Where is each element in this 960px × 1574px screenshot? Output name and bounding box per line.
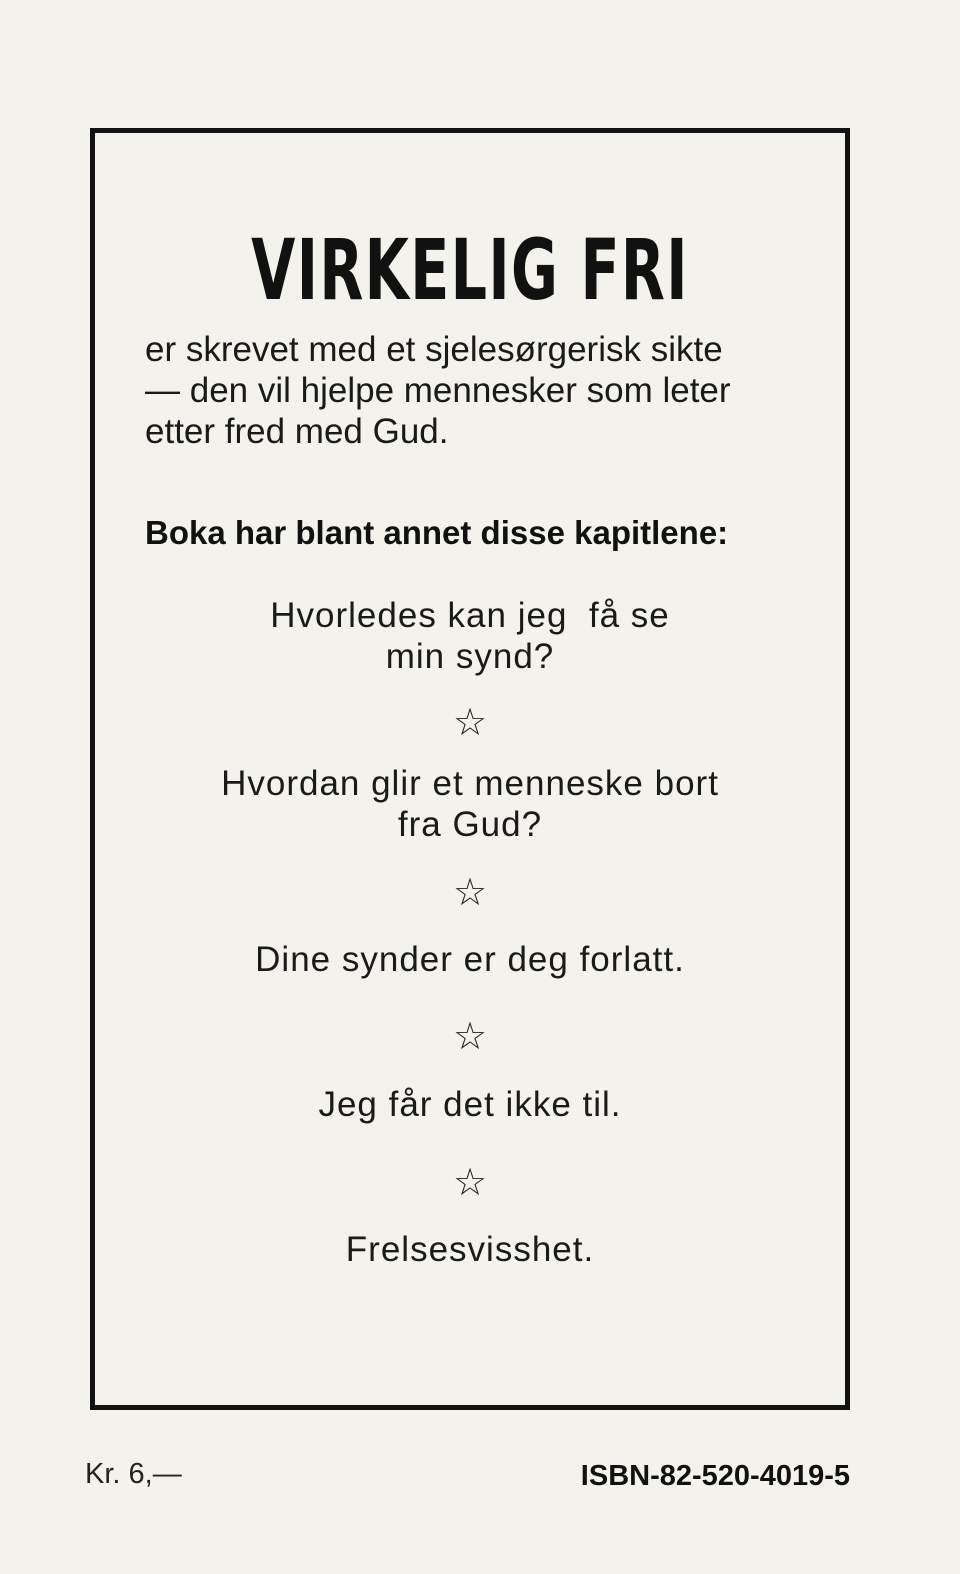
chapter-item bbox=[95, 595, 845, 677]
chapter-line: Dine synder er deg forlatt. bbox=[255, 940, 685, 979]
content-frame bbox=[90, 128, 850, 1410]
price-label: Kr. 6,— bbox=[85, 1458, 182, 1490]
star-outline-icon: ☆ bbox=[452, 870, 488, 914]
star-outline-icon: ☆ bbox=[452, 700, 488, 744]
star-outline-icon: ☆ bbox=[452, 1014, 488, 1058]
chapter-line: min synd? bbox=[385, 637, 555, 676]
chapter-item bbox=[95, 1084, 845, 1125]
chapter-line: Frelsesvisshet. bbox=[345, 1230, 595, 1269]
chapter-item bbox=[95, 763, 845, 845]
chapter-item bbox=[95, 1229, 845, 1270]
intro-line: — den vil hjelpe mennesker som leter bbox=[145, 371, 731, 410]
book-title: VIRKELIG FRI bbox=[251, 221, 689, 319]
chapter-line: Jeg får det ikke til. bbox=[318, 1085, 622, 1124]
chapter-line: Hvordan glir et menneske bort bbox=[221, 764, 719, 803]
chapter-item bbox=[95, 939, 845, 980]
intro-paragraph bbox=[145, 329, 825, 452]
chapter-line: fra Gud? bbox=[397, 805, 543, 844]
isbn-label: ISBN-82-520-4019-5 bbox=[580, 1460, 850, 1492]
intro-line: er skrevet med et sjelesørgerisk sikte bbox=[145, 330, 723, 369]
star-outline-icon: ☆ bbox=[452, 1160, 488, 1204]
chapter-line: Hvorledes kan jeg få se bbox=[270, 596, 670, 635]
chapters-heading: Boka har blant annet disse kapitlene: bbox=[145, 514, 729, 551]
intro-line: etter fred med Gud. bbox=[145, 412, 449, 451]
